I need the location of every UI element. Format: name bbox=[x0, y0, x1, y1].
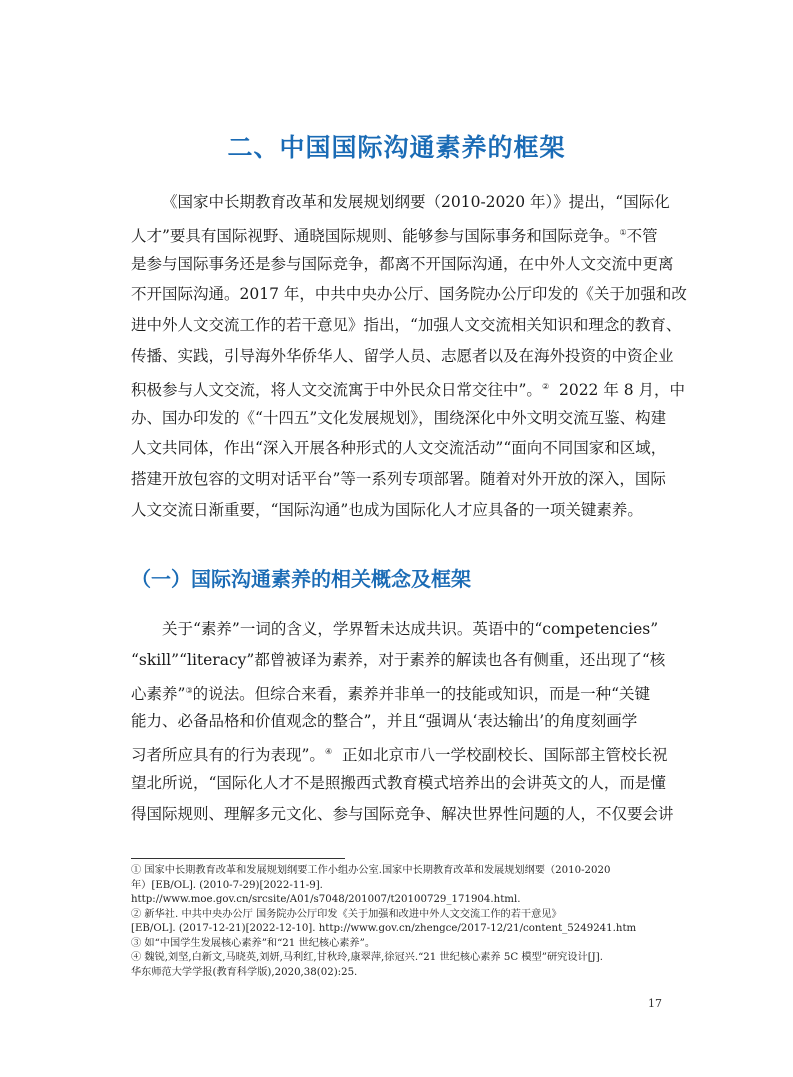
footnote-line: ② 新华社. 中共中央办公厅 国务院办公厅印发《关于加强和改进中外人文交流工作的若干意见》 bbox=[131, 908, 562, 920]
chapter-title: 二、中国国际沟通素养的框架 bbox=[227, 133, 566, 162]
p1-line-11: 人文交流日渐重要，“国际沟通”也成为国际化人才应具备的一项关键素养。 bbox=[131, 500, 643, 519]
footnote-ref-1[interactable]: ① bbox=[619, 227, 627, 237]
p1-line-10: 搭建开放包容的文明对话平台”等一系列专项部署。随着对外开放的深入，国际 bbox=[131, 470, 666, 489]
paragraph-2 bbox=[131, 614, 674, 830]
p1-line-2-text: 人才”要具有国际视野、通晓国际规则、能够参与国际事务和国际竞争。 bbox=[131, 226, 620, 245]
p2-line-3-tail: 的说法。但综合来看，素养并非单一的技能或知识，而是一种“关键 bbox=[192, 684, 651, 703]
p1-line-5: 进中外人文交流工作的若干意见》指出，“加强人文交流相关知识和理念的教育、 bbox=[131, 316, 682, 335]
footnote-separator bbox=[131, 858, 345, 859]
p1-line-2-tail: 不管 bbox=[626, 226, 658, 245]
p2-line-1: 关于“素养”一词的含义，学界暂未达成共识。英语中的“competencies” bbox=[162, 620, 659, 638]
p2-line-5-tail: 正如北京市八一学校副校长、国际部主管校长祝 bbox=[341, 746, 668, 765]
footnote-line: ① 国家中长期教育改革和发展规划纲要工作小组办公室.国家中长期教育改革和发展规划纲要（2010-2020 bbox=[131, 865, 611, 876]
footnotes bbox=[131, 864, 671, 980]
p1-line-1: 《国家中长期教育改革和发展规划纲要（2010-2020 年）》提出，“国际化 bbox=[162, 193, 670, 211]
footnote-line: ③ 如“中国学生发展核心素养”和“21 世纪核心素养”。 bbox=[131, 937, 376, 949]
p1-line-7-text: 积极参与人文交流，将人文交流寓于中外民众日常交往中”。 bbox=[131, 380, 542, 399]
p1-line-7 bbox=[131, 372, 686, 403]
paragraph-1 bbox=[131, 187, 687, 526]
p1-line-8: 办、国办印发的《“十四五”文化发展规划》，围绕深化中外文明交流互鉴、构建 bbox=[131, 408, 667, 427]
section-heading: （一）国际沟通素养的相关概念及框架 bbox=[131, 567, 471, 591]
p1-line-9: 人文共同体，作出“深入开展各种形式的人文交流活动”“面向不同国家和区域， bbox=[131, 439, 667, 458]
p1-line-7-tail: 2022 年 8 月，中 bbox=[558, 380, 686, 399]
p2-line-2: “skill”“literacy”都曾被译为素养，对于素养的解读也各有侧重，还出现了“核 bbox=[131, 650, 666, 669]
p2-line-6: 望北所说，“国际化人才不是照搬西式教育模式培养出的会讲英文的人，而是懂 bbox=[131, 773, 666, 792]
footnote-line: ④ 魏锐,刘坚,白新文,马晓英,刘妍,马利红,甘秋玲,康翠萍,徐冠兴.“21 世纪核心素养 5C 模型”研究设计[J]. bbox=[131, 952, 603, 963]
p1-line-6: 传播、实践，引导海外华侨华人、留学人员、志愿者以及在海外投资的中资企业 bbox=[131, 346, 674, 365]
footnote-ref-4[interactable]: ④ bbox=[324, 747, 333, 757]
p2-line-5 bbox=[131, 737, 668, 768]
footnote-line: 华东师范大学学报(教育科学版),2020,38(02):25. bbox=[131, 966, 358, 978]
footnote-ref-2[interactable]: ② bbox=[541, 381, 550, 391]
p2-line-5-text: 习者所应具有的行为表现”。 bbox=[131, 746, 325, 765]
p2-line-3 bbox=[131, 676, 661, 707]
p2-line-3-text: 心素养” bbox=[131, 684, 186, 703]
p2-line-4: 能力、必备品格和价值观念的整合”，并且“强调从‘表达输出’的角度刻画学 bbox=[131, 712, 638, 731]
footnote-line: 年）[EB/OL]. (2010-7-29)[2022-11-9]. bbox=[131, 879, 323, 891]
p1-line-2 bbox=[131, 218, 661, 249]
footnote-link[interactable]: [EB/OL]. (2017-12-21)[2022-12-10]. http://www.gov.cn/zhengce/2017-12/21/content_5249241.htm bbox=[131, 923, 637, 934]
p1-line-3: 是参与国际事务还是参与国际竞争，都离不开国际沟通，在中外人文交流中更离 bbox=[131, 254, 674, 273]
page-number: 17 bbox=[648, 997, 662, 1010]
p1-line-4: 不开国际沟通。2017 年，中共中央办公厅、国务院办公厅印发的《关于加强和改 bbox=[131, 285, 687, 304]
footnote-ref-3[interactable]: ③ bbox=[185, 685, 193, 695]
p2-line-7: 得国际规则、理解多元文化、参与国际竞争、解决世界性问题的人，不仅要会讲 bbox=[131, 804, 674, 823]
footnote-link[interactable]: http://www.moe.gov.cn/srcsite/A01/s7048/201007/t20100729_171904.html. bbox=[131, 894, 521, 905]
